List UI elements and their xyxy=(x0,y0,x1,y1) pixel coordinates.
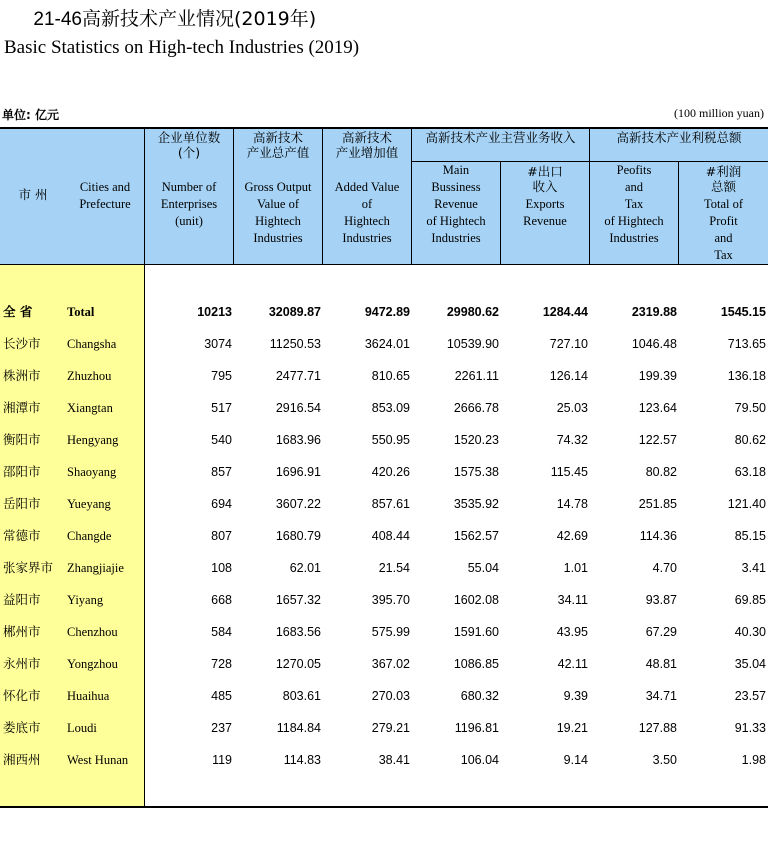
cell-enterprises: 108 xyxy=(211,561,232,575)
cell-enterprises: 857 xyxy=(211,465,232,479)
header-line: and xyxy=(624,180,644,194)
header-line: Tax xyxy=(624,197,644,211)
city-name-en: Yongzhou xyxy=(67,657,118,671)
cell-added: 853.09 xyxy=(371,401,410,415)
header-enterprises-cn xyxy=(145,130,233,160)
header-bottom-rule xyxy=(0,264,768,265)
cell-export: 1.01 xyxy=(563,561,588,575)
cell-revenue: 1196.81 xyxy=(454,721,499,735)
city-name-en: Zhuzhou xyxy=(67,369,112,383)
header-profit-cn xyxy=(679,164,768,194)
city-name-en: Zhangjiajie xyxy=(67,561,124,575)
header-line: Industries xyxy=(609,231,659,245)
cell-added: 550.95 xyxy=(371,433,410,447)
header-line: Exports xyxy=(525,197,565,211)
cell-enterprises: 540 xyxy=(211,433,232,447)
cell-profit-tax: 114.36 xyxy=(639,529,677,543)
city-name-cn: 岳阳市 xyxy=(3,496,41,511)
table-row xyxy=(0,456,768,488)
cell-profit-tax: 127.88 xyxy=(638,721,677,735)
cell-gross: 1696.91 xyxy=(275,465,321,479)
header-city-cn xyxy=(0,187,66,202)
header-line: Number of xyxy=(161,180,217,194)
city-name-cn: 长沙市 xyxy=(3,336,41,351)
city-name-cn: 全 省 xyxy=(3,304,33,319)
cell-profit: 40.30 xyxy=(734,625,766,639)
cell-export: 126.14 xyxy=(549,369,588,383)
header-line: #出口 xyxy=(527,164,563,179)
header-gross-cn xyxy=(234,130,322,160)
city-name-cn: 益阳市 xyxy=(3,592,41,607)
header-revenue-group-cn xyxy=(412,130,589,145)
cell-export: 74.32 xyxy=(556,433,588,447)
cell-profit-tax: 251.85 xyxy=(638,497,677,511)
cell-revenue: 55.04 xyxy=(467,561,499,575)
table-bottom-rule xyxy=(0,806,768,808)
header-line: 高新技术产业主营业务收入 xyxy=(425,130,576,145)
cell-added: 810.65 xyxy=(371,369,410,383)
table-row xyxy=(0,392,768,424)
cell-profit: 1545.15 xyxy=(720,305,766,319)
table-title-en: Basic Statistics on High-tech Industries (2019) xyxy=(4,37,360,58)
cell-profit: 79.50 xyxy=(734,401,766,415)
cell-gross: 1683.56 xyxy=(275,625,321,639)
cell-enterprises: 119 xyxy=(212,753,232,767)
city-name-cn: 张家界市 xyxy=(3,560,54,575)
header-line: of Hightech xyxy=(426,214,486,228)
header-line: 收入 xyxy=(532,179,558,194)
header-line: Main xyxy=(442,163,470,177)
cell-export: 9.39 xyxy=(563,689,588,703)
cell-profit-tax: 34.71 xyxy=(645,689,677,703)
cell-revenue: 1591.60 xyxy=(453,625,499,639)
cell-revenue: 10539.90 xyxy=(446,337,499,351)
cell-gross: 3607.22 xyxy=(275,497,321,511)
cell-profit: 85.15 xyxy=(734,529,766,543)
table-top-rule xyxy=(0,127,768,129)
header-line: Profit xyxy=(709,214,738,228)
city-name-cn: 株洲市 xyxy=(3,368,41,383)
table-row xyxy=(0,584,768,616)
cell-gross: 11250.53 xyxy=(269,337,321,351)
header-line: Cities and xyxy=(79,180,131,194)
city-name-en: Yueyang xyxy=(67,497,111,511)
table-row xyxy=(0,648,768,680)
header-line: #利润 xyxy=(705,164,742,179)
header-line: Industries xyxy=(342,231,392,245)
cell-profit-tax: 80.82 xyxy=(645,465,677,479)
cell-profit-tax: 67.29 xyxy=(645,625,677,639)
header-line: Revenue xyxy=(434,197,478,211)
city-name-en: Yiyang xyxy=(67,593,104,607)
cell-export: 34.11 xyxy=(557,593,588,607)
cell-profit-tax: 4.70 xyxy=(652,561,677,575)
cell-export: 1284.44 xyxy=(542,305,588,319)
header-city-en xyxy=(66,179,144,213)
city-name-en: Total xyxy=(67,305,95,319)
header-line: 企业单位数 xyxy=(157,130,221,145)
city-name-en: Hengyang xyxy=(67,433,119,447)
cell-enterprises: 10213 xyxy=(197,305,232,319)
cell-profit: 69.85 xyxy=(734,593,766,607)
header-line: Total of xyxy=(703,197,744,211)
table-row xyxy=(0,744,768,776)
cell-export: 25.03 xyxy=(556,401,588,415)
table-row xyxy=(0,616,768,648)
cell-export: 115.45 xyxy=(550,465,588,479)
header-added-en xyxy=(323,179,411,247)
city-name-en: Xiangtan xyxy=(67,401,113,415)
cell-profit-tax: 123.64 xyxy=(638,401,677,415)
city-name-en: Huaihua xyxy=(67,689,110,703)
cell-added: 395.70 xyxy=(371,593,410,607)
cell-export: 14.78 xyxy=(556,497,588,511)
header-line: Industries xyxy=(253,231,303,245)
cell-profit: 63.18 xyxy=(734,465,766,479)
cell-revenue: 1602.08 xyxy=(453,593,499,607)
cell-added: 575.99 xyxy=(371,625,410,639)
city-name-cn: 郴州市 xyxy=(3,624,41,639)
header-line: of Hightech xyxy=(604,214,664,228)
cell-gross: 1680.79 xyxy=(275,529,321,543)
header-profit-en xyxy=(679,196,768,264)
header-line: Industries xyxy=(431,231,481,245)
header-export-en xyxy=(501,196,589,230)
cell-gross: 1657.32 xyxy=(275,593,321,607)
table-row xyxy=(0,520,768,552)
cell-revenue: 2666.78 xyxy=(453,401,499,415)
table-title-cn xyxy=(4,4,316,31)
cell-enterprises: 694 xyxy=(211,497,232,511)
cell-profit: 23.57 xyxy=(734,689,766,703)
table-row xyxy=(0,552,768,584)
header-line: (个) xyxy=(177,145,201,160)
cell-added: 367.02 xyxy=(371,657,410,671)
cell-enterprises: 584 xyxy=(211,625,232,639)
cell-profit-tax: 48.81 xyxy=(645,657,677,671)
cell-profit: 35.04 xyxy=(734,657,766,671)
cell-profit-tax: 199.39 xyxy=(638,369,677,383)
statistics-table xyxy=(0,127,768,808)
city-name-cn: 娄底市 xyxy=(3,720,41,735)
header-profit-group-cn xyxy=(590,130,768,145)
cell-profit-tax: 1046.48 xyxy=(631,337,677,351)
city-name-en: Loudi xyxy=(67,721,97,735)
header-enterprises-en xyxy=(145,179,233,230)
cell-profit-tax: 3.50 xyxy=(652,753,677,767)
cell-profit: 713.65 xyxy=(727,337,766,351)
header-gross-en xyxy=(234,179,322,247)
cell-gross: 62.01 xyxy=(289,561,321,575)
header-line: Hightech xyxy=(344,214,390,228)
unit-label-cn: 单位: 亿元 xyxy=(2,108,59,122)
cell-revenue: 1562.57 xyxy=(453,529,499,543)
header-line: 高新技术 xyxy=(252,130,303,145)
cell-export: 19.21 xyxy=(556,721,588,735)
header-line: 产业增加值 xyxy=(335,145,399,160)
cell-export: 9.14 xyxy=(563,753,588,767)
cell-revenue: 1520.23 xyxy=(453,433,499,447)
city-name-cn: 常德市 xyxy=(3,528,41,543)
cell-export: 42.69 xyxy=(556,529,588,543)
cell-enterprises: 668 xyxy=(211,593,232,607)
cell-export: 727.10 xyxy=(549,337,588,351)
cell-gross: 2477.71 xyxy=(275,369,321,383)
cell-profit: 136.18 xyxy=(727,369,766,383)
city-name-en: Shaoyang xyxy=(67,465,117,479)
city-name-en: Chenzhou xyxy=(67,625,118,639)
header-export-cn xyxy=(501,164,589,194)
city-name-cn: 湘西州 xyxy=(3,752,41,767)
cell-profit: 3.41 xyxy=(741,561,766,575)
header-line: Value of xyxy=(257,197,299,211)
header-line: of xyxy=(361,197,373,211)
city-name-en: West Hunan xyxy=(67,753,129,767)
cell-added: 420.26 xyxy=(371,465,410,479)
table-row xyxy=(0,424,768,456)
header-line: Bussiness xyxy=(431,180,481,194)
city-name-cn: 邵阳市 xyxy=(3,464,41,479)
cell-gross: 32089.87 xyxy=(268,305,321,319)
header-line: Peofits xyxy=(616,163,652,177)
table-row xyxy=(0,360,768,392)
header-line: 产业总产值 xyxy=(246,145,310,160)
city-name-cn: 永州市 xyxy=(3,656,41,671)
table-row xyxy=(0,680,768,712)
header-revenue-en xyxy=(412,162,500,247)
city-name-en: Changsha xyxy=(67,337,117,351)
cell-profit: 91.33 xyxy=(734,721,766,735)
table-row xyxy=(0,328,768,360)
table-row xyxy=(0,712,768,744)
cell-revenue: 3535.92 xyxy=(453,497,499,511)
header-line: 总额 xyxy=(710,179,736,194)
cell-enterprises: 517 xyxy=(211,401,232,415)
cell-added: 38.41 xyxy=(378,753,410,767)
cell-enterprises: 237 xyxy=(211,721,232,735)
cell-export: 43.95 xyxy=(556,625,588,639)
cell-revenue: 1575.38 xyxy=(453,465,499,479)
cell-added: 279.21 xyxy=(371,721,410,735)
header-line: Hightech xyxy=(255,214,301,228)
header-line: Revenue xyxy=(523,214,567,228)
cell-gross: 1270.05 xyxy=(275,657,321,671)
cell-gross: 1184.84 xyxy=(276,721,321,735)
header-line: and xyxy=(714,231,733,245)
city-name-en: Changde xyxy=(67,529,112,543)
table-row xyxy=(0,488,768,520)
cell-enterprises: 3074 xyxy=(204,337,232,351)
cell-profit-tax: 2319.88 xyxy=(631,305,677,319)
cell-revenue: 106.04 xyxy=(460,753,499,767)
header-line: Prefecture xyxy=(79,197,131,211)
cell-enterprises: 795 xyxy=(211,369,232,383)
header-line: Gross Output xyxy=(244,180,312,194)
unit-label-en: (100 million yuan) xyxy=(674,106,764,120)
cell-revenue: 2261.11 xyxy=(454,369,499,383)
cell-export: 42.11 xyxy=(557,657,588,671)
cell-enterprises: 807 xyxy=(211,529,232,543)
cell-revenue: 680.32 xyxy=(460,689,499,703)
table-title-cn-text: 高新技术产业情况(2019年) xyxy=(82,8,317,30)
header-line: 高新技术 xyxy=(341,130,392,145)
city-name-cn: 湘潭市 xyxy=(3,400,41,415)
cell-gross: 114.83 xyxy=(283,753,321,767)
cell-profit: 80.62 xyxy=(734,433,766,447)
city-name-cn: 衡阳市 xyxy=(3,432,41,447)
cell-added: 9472.89 xyxy=(364,305,410,319)
cell-profit-tax: 93.87 xyxy=(645,593,677,607)
header-line: 高新技术产业利税总额 xyxy=(616,130,742,145)
cell-added: 3624.01 xyxy=(364,337,410,351)
header-line: Enterprises xyxy=(160,197,218,211)
cell-profit: 121.40 xyxy=(727,497,766,511)
cell-gross: 803.61 xyxy=(282,689,321,703)
header-city-cn-text: 市 州 xyxy=(18,187,48,202)
cell-enterprises: 485 xyxy=(211,689,232,703)
cell-revenue: 1086.85 xyxy=(453,657,499,671)
cell-revenue: 29980.62 xyxy=(446,305,499,319)
cell-added: 21.54 xyxy=(378,561,410,575)
header-line: (unit) xyxy=(175,214,203,228)
header-added-cn xyxy=(323,130,411,160)
header-line: Added Value xyxy=(334,180,400,194)
header-profit-tax-en xyxy=(590,162,678,247)
cell-enterprises: 728 xyxy=(211,657,232,671)
cell-added: 270.03 xyxy=(371,689,410,703)
table-row-total xyxy=(0,296,768,328)
cell-gross: 2916.54 xyxy=(275,401,321,415)
header-line: Tax xyxy=(714,248,733,262)
city-name-cn: 怀化市 xyxy=(3,688,41,703)
cell-gross: 1683.96 xyxy=(275,433,321,447)
cell-profit: 1.98 xyxy=(741,753,766,767)
cell-profit-tax: 122.57 xyxy=(638,433,677,447)
cell-added: 408.44 xyxy=(371,529,410,543)
table-number: 21-46 xyxy=(33,9,82,30)
cell-added: 857.61 xyxy=(371,497,410,511)
